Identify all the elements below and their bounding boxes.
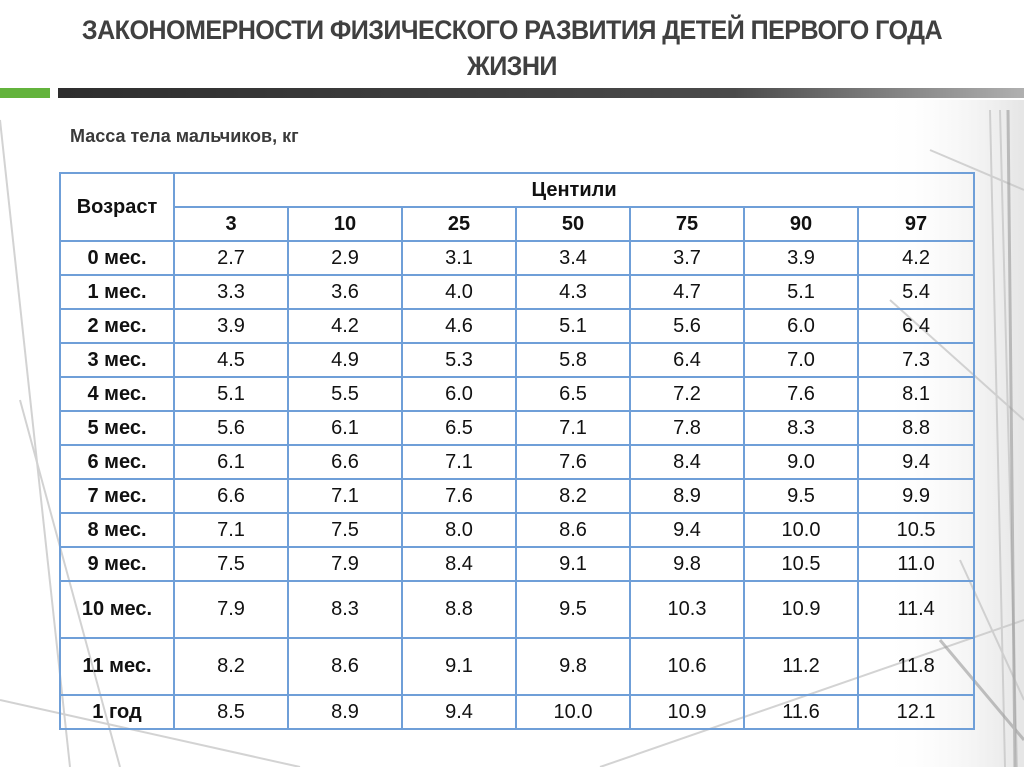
value-cell: 7.6 bbox=[516, 445, 630, 479]
value-cell: 4.5 bbox=[174, 343, 288, 377]
value-cell: 8.9 bbox=[288, 695, 402, 729]
value-cell: 10.9 bbox=[744, 581, 858, 638]
value-cell: 9.9 bbox=[858, 479, 974, 513]
table-row bbox=[60, 479, 974, 513]
percentile-header-10: 10 bbox=[288, 207, 402, 241]
value-cell: 4.2 bbox=[858, 241, 974, 275]
value-cell: 10.0 bbox=[516, 695, 630, 729]
value-cell: 10.0 bbox=[744, 513, 858, 547]
value-cell: 11.0 bbox=[858, 547, 974, 581]
value-cell: 4.0 bbox=[402, 275, 516, 309]
value-cell: 5.1 bbox=[174, 377, 288, 411]
value-cell: 6.0 bbox=[744, 309, 858, 343]
age-cell: 7 мес. bbox=[60, 479, 174, 513]
age-cell: 0 мес. bbox=[60, 241, 174, 275]
value-cell: 10.5 bbox=[744, 547, 858, 581]
value-cell: 8.2 bbox=[174, 638, 288, 695]
value-cell: 12.1 bbox=[858, 695, 974, 729]
value-cell: 7.2 bbox=[630, 377, 744, 411]
value-cell: 8.3 bbox=[288, 581, 402, 638]
value-cell: 6.6 bbox=[174, 479, 288, 513]
table-row bbox=[60, 695, 974, 729]
value-cell: 8.4 bbox=[630, 445, 744, 479]
value-cell: 3.4 bbox=[516, 241, 630, 275]
table-row bbox=[60, 638, 974, 695]
percentile-header-97: 97 bbox=[858, 207, 974, 241]
value-cell: 4.2 bbox=[288, 309, 402, 343]
value-cell: 8.2 bbox=[516, 479, 630, 513]
value-cell: 11.8 bbox=[858, 638, 974, 695]
value-cell: 10.3 bbox=[630, 581, 744, 638]
value-cell: 6.1 bbox=[288, 411, 402, 445]
value-cell: 2.9 bbox=[288, 241, 402, 275]
value-cell: 5.4 bbox=[858, 275, 974, 309]
value-cell: 6.5 bbox=[516, 377, 630, 411]
header-row-percentiles bbox=[60, 207, 974, 241]
value-cell: 3.7 bbox=[630, 241, 744, 275]
value-cell: 7.1 bbox=[402, 445, 516, 479]
header-row-group bbox=[60, 173, 974, 207]
value-cell: 7.5 bbox=[174, 547, 288, 581]
value-cell: 9.5 bbox=[744, 479, 858, 513]
title-underline-bar bbox=[58, 88, 1024, 98]
table-row bbox=[60, 377, 974, 411]
percentile-group-header: Центили bbox=[174, 173, 974, 207]
value-cell: 8.1 bbox=[858, 377, 974, 411]
value-cell: 9.8 bbox=[630, 547, 744, 581]
value-cell: 3.6 bbox=[288, 275, 402, 309]
value-cell: 7.6 bbox=[744, 377, 858, 411]
table-row bbox=[60, 309, 974, 343]
age-cell: 1 год bbox=[60, 695, 174, 729]
table-row bbox=[60, 445, 974, 479]
value-cell: 7.6 bbox=[402, 479, 516, 513]
value-cell: 6.4 bbox=[630, 343, 744, 377]
value-cell: 9.5 bbox=[516, 581, 630, 638]
value-cell: 9.1 bbox=[402, 638, 516, 695]
value-cell: 5.8 bbox=[516, 343, 630, 377]
weight-percentile-table bbox=[59, 172, 975, 730]
age-cell: 8 мес. bbox=[60, 513, 174, 547]
value-cell: 7.0 bbox=[744, 343, 858, 377]
title-accent-bar bbox=[0, 88, 50, 98]
value-cell: 6.4 bbox=[858, 309, 974, 343]
value-cell: 6.5 bbox=[402, 411, 516, 445]
value-cell: 10.9 bbox=[630, 695, 744, 729]
value-cell: 8.0 bbox=[402, 513, 516, 547]
value-cell: 7.1 bbox=[516, 411, 630, 445]
value-cell: 5.6 bbox=[174, 411, 288, 445]
value-cell: 9.4 bbox=[402, 695, 516, 729]
age-cell: 10 мес. bbox=[60, 581, 174, 638]
table-row bbox=[60, 275, 974, 309]
table-body bbox=[60, 241, 974, 729]
value-cell: 3.1 bbox=[402, 241, 516, 275]
value-cell: 3.9 bbox=[744, 241, 858, 275]
value-cell: 9.8 bbox=[516, 638, 630, 695]
value-cell: 5.1 bbox=[744, 275, 858, 309]
value-cell: 9.4 bbox=[858, 445, 974, 479]
value-cell: 8.6 bbox=[288, 638, 402, 695]
value-cell: 11.2 bbox=[744, 638, 858, 695]
value-cell: 7.9 bbox=[174, 581, 288, 638]
value-cell: 8.8 bbox=[402, 581, 516, 638]
value-cell: 5.1 bbox=[516, 309, 630, 343]
value-cell: 7.1 bbox=[288, 479, 402, 513]
age-column-header: Возраст bbox=[60, 173, 174, 241]
slide-title: ЗАКОНОМЕРНОСТИ ФИЗИЧЕСКОГО РАЗВИТИЯ ДЕТЕЙ ПЕРВОГО ГОДА ЖИЗНИ bbox=[81, 15, 943, 81]
value-cell: 8.4 bbox=[402, 547, 516, 581]
age-cell: 6 мес. bbox=[60, 445, 174, 479]
table-head bbox=[60, 173, 974, 241]
value-cell: 5.3 bbox=[402, 343, 516, 377]
value-cell: 6.1 bbox=[174, 445, 288, 479]
value-cell: 11.6 bbox=[744, 695, 858, 729]
percentile-header-50: 50 bbox=[516, 207, 630, 241]
value-cell: 8.8 bbox=[858, 411, 974, 445]
table-caption: Масса тела мальчиков, кг bbox=[70, 126, 299, 146]
percentile-header-75: 75 bbox=[630, 207, 744, 241]
age-cell: 1 мес. bbox=[60, 275, 174, 309]
value-cell: 6.6 bbox=[288, 445, 402, 479]
age-cell: 2 мес. bbox=[60, 309, 174, 343]
value-cell: 7.3 bbox=[858, 343, 974, 377]
value-cell: 8.9 bbox=[630, 479, 744, 513]
value-cell: 11.4 bbox=[858, 581, 974, 638]
value-cell: 8.5 bbox=[174, 695, 288, 729]
value-cell: 7.9 bbox=[288, 547, 402, 581]
percentile-header-25: 25 bbox=[402, 207, 516, 241]
percentile-header-3: 3 bbox=[174, 207, 288, 241]
value-cell: 7.1 bbox=[174, 513, 288, 547]
age-cell: 3 мес. bbox=[60, 343, 174, 377]
value-cell: 8.6 bbox=[516, 513, 630, 547]
age-cell: 9 мес. bbox=[60, 547, 174, 581]
value-cell: 10.5 bbox=[858, 513, 974, 547]
value-cell: 4.7 bbox=[630, 275, 744, 309]
value-cell: 2.7 bbox=[174, 241, 288, 275]
value-cell: 6.0 bbox=[402, 377, 516, 411]
value-cell: 10.6 bbox=[630, 638, 744, 695]
value-cell: 3.9 bbox=[174, 309, 288, 343]
value-cell: 4.9 bbox=[288, 343, 402, 377]
age-cell: 5 мес. bbox=[60, 411, 174, 445]
value-cell: 9.1 bbox=[516, 547, 630, 581]
value-cell: 5.5 bbox=[288, 377, 402, 411]
percentile-header-90: 90 bbox=[744, 207, 858, 241]
value-cell: 3.3 bbox=[174, 275, 288, 309]
value-cell: 4.6 bbox=[402, 309, 516, 343]
value-cell: 9.0 bbox=[744, 445, 858, 479]
age-cell: 4 мес. bbox=[60, 377, 174, 411]
table-row bbox=[60, 411, 974, 445]
table-row bbox=[60, 343, 974, 377]
value-cell: 8.3 bbox=[744, 411, 858, 445]
value-cell: 4.3 bbox=[516, 275, 630, 309]
age-cell: 11 мес. bbox=[60, 638, 174, 695]
table-row bbox=[60, 513, 974, 547]
table-row bbox=[60, 581, 974, 638]
table-row bbox=[60, 241, 974, 275]
table-row bbox=[60, 547, 974, 581]
value-cell: 7.8 bbox=[630, 411, 744, 445]
value-cell: 7.5 bbox=[288, 513, 402, 547]
value-cell: 5.6 bbox=[630, 309, 744, 343]
value-cell: 9.4 bbox=[630, 513, 744, 547]
